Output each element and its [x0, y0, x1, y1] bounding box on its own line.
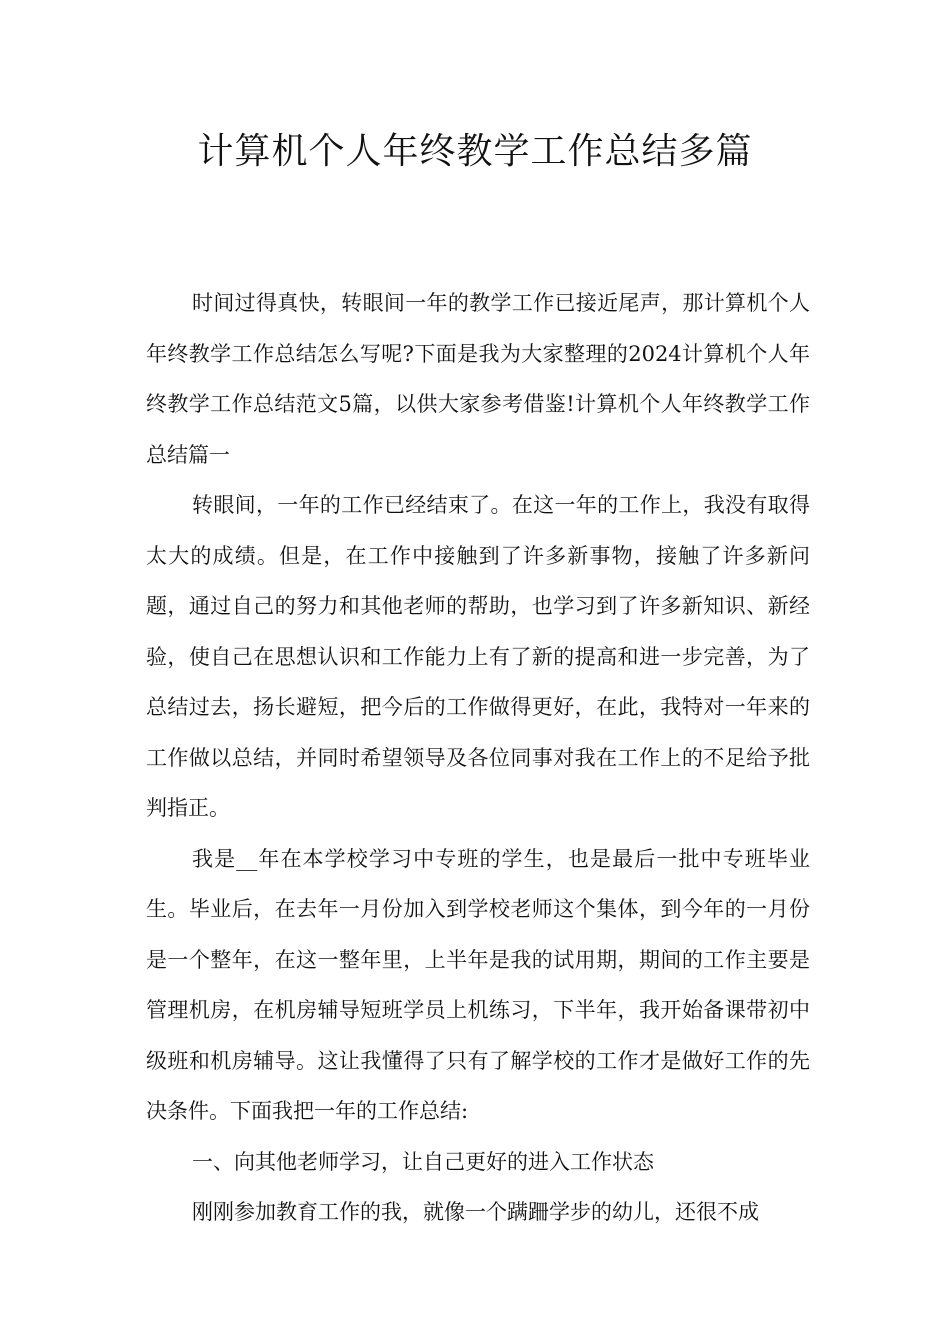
- paragraph-summary-opening: 转眼间，一年的工作已经结束了。在这一年的工作上，我没有取得太大的成绩。但是，在工作中接触到了许多新事物，接触了许多新问题，通过自己的努力和其他老师的帮助，也学习到了许多新知识、新经验，使自己在思想认识和工作能力上有了新的提高和进一步完善，为了总结过去，扬长避短，把今后的工作做得更好，在此，我特对一年来的工作做以总结，并同时希望领导及各位同事对我在工作上的不足给予批判指正。: [146, 493, 810, 820]
- section-heading-learn-from-teachers: 一、向其他老师学习，让自己更好的进入工作状态: [192, 1149, 654, 1174]
- paragraph-continuation: 刚刚参加教育工作的我，就像一个蹒跚学步的幼儿，还很不成: [192, 1200, 759, 1224]
- document-body: [146, 278, 810, 1238]
- document-title: 计算机个人年终教学工作总结多篇: [197, 131, 753, 172]
- paragraph-intro: 时间过得真快，转眼间一年的教学工作已接近尾声，那计算机个人年终教学工作总结怎么写呢?下面是我为大家整理的2024计算机个人年终教学工作总结范文5篇，以供大家参考借鉴!计算机个人年终教学工作总结篇一: [146, 291, 810, 467]
- paragraph-background: 我是__年在本学校学习中专班的学生，也是最后一批中专班毕业生。毕业后，在去年一月份加入到学校老师这个集体，到今年的一月份是一个整年，在这一整年里，上半年是我的试用期，期间的工作主要是管理机房，在机房辅导短班学员上机练习，下半年，我开始备课带初中级班和机房辅导。这让我懂得了只有了解学校的工作才是做好工作的先决条件。下面我把一年的工作总结:: [146, 846, 810, 1123]
